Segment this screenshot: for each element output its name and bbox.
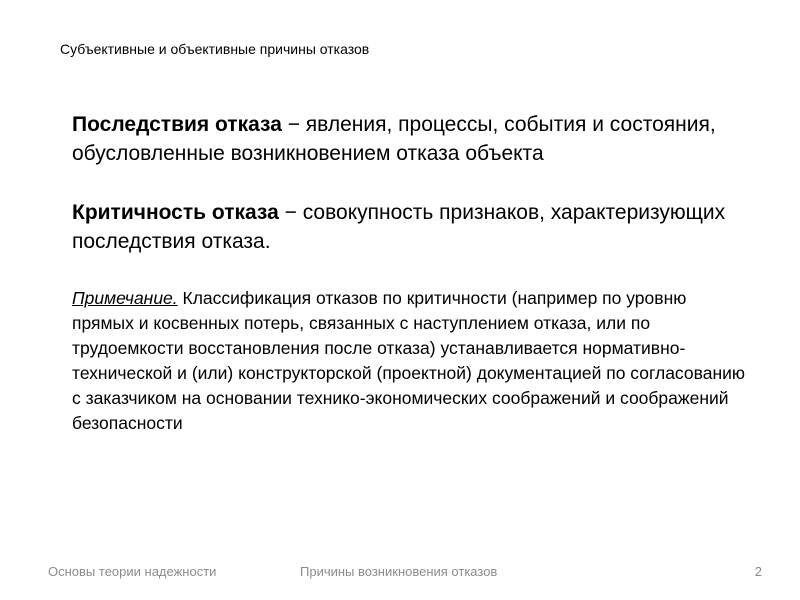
note-paragraph — [72, 286, 752, 436]
note-text: Классификация отказов по критичности (например по уровню прямых и косвенных потерь, связанных с наступлением отказа, или по трудоемкости восстановления после отказа) устанавливается нормативно-технической и (или) конструкторской (проектной) документацией по согласованию с заказчиком на основании технико-экономических соображений и соображений безопасности — [72, 288, 746, 433]
footer-page-number: 2 — [754, 564, 762, 579]
slide-title: Субъективные и объективные причины отказов — [60, 41, 370, 57]
definition-consequences — [72, 110, 752, 168]
definition-criticality — [72, 198, 752, 256]
definition-term: Последствия отказа — [72, 113, 282, 136]
slide-content — [72, 110, 752, 436]
definition-term: Критичность отказа — [72, 201, 279, 224]
footer-course-title: Основы теории надежности — [48, 564, 217, 579]
definition-text: − совокупность признаков, характеризующих последствия отказа. — [72, 201, 726, 253]
definition-text: − явления, процессы, события и состояния, обусловленные возникновением отказа объекта — [72, 113, 716, 165]
footer-section-title: Причины возникновения отказов — [300, 564, 498, 579]
note-label: Примечание. — [72, 288, 178, 308]
